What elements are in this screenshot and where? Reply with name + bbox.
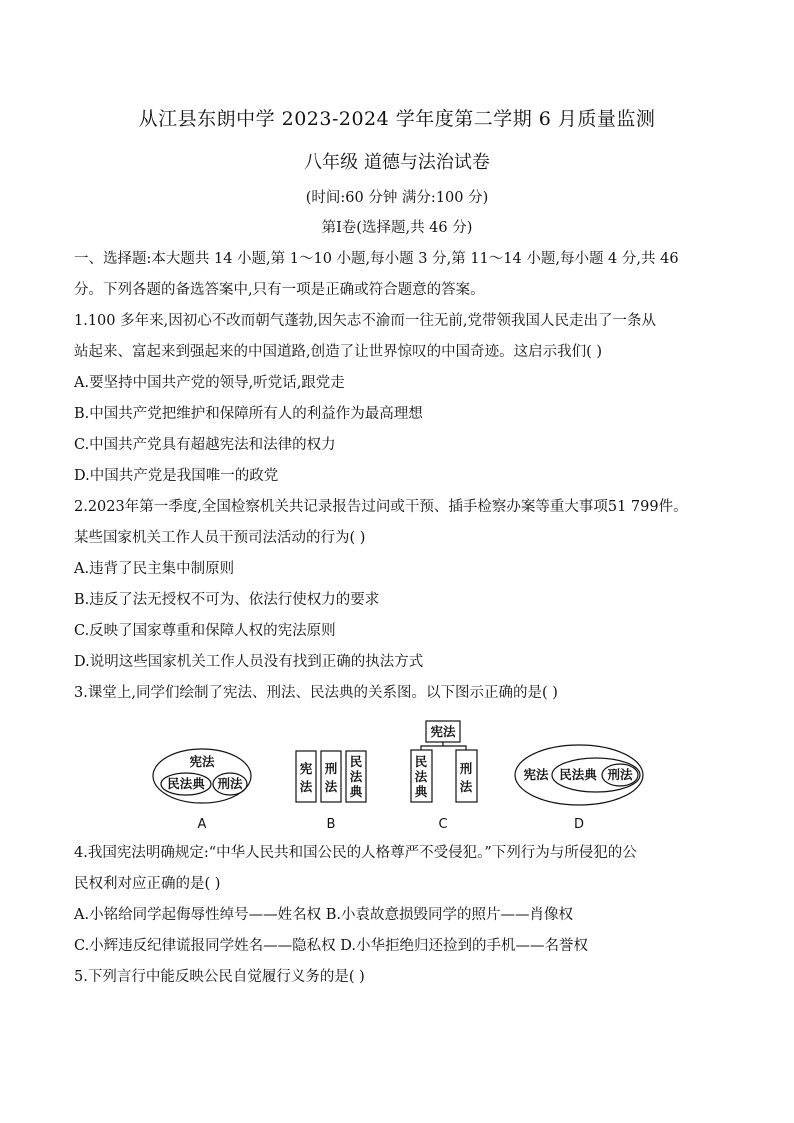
question-2-stem: 2.2023年第一季度,全国检察机关共记录报告过问或干预、插手检察办案等重大事项51 799件。: [74, 499, 688, 515]
section-heading: 第Ⅰ卷(选择题,共 46 分): [321, 220, 473, 236]
diagram-d-caption: D: [573, 817, 585, 832]
question-2-option-a: A.违背了民主集中制原则: [74, 561, 235, 577]
diagram-c-caption: C: [438, 817, 448, 832]
question-3-stem: 3.课堂上,同学们绘制了宪法、刑法、民法典的关系图。以下图示正确的是( ): [74, 685, 558, 701]
instructions-line: 分。下列各题的备选答案中,只有一项是正确或符合题意的答案。: [74, 282, 485, 298]
diagram-c-connector: [421, 742, 466, 750]
diagram-b-caption: B: [326, 817, 336, 832]
diagram-c-char: 法: [459, 779, 473, 794]
question-2-option-b: B.违反了法无授权不可为、依法行使权力的要求: [74, 592, 380, 608]
diagram-b-char: 法: [349, 769, 363, 784]
diagram-b-char: 民: [349, 754, 363, 769]
diagram-a-caption: A: [197, 817, 207, 832]
diagram-b-xingfa-box: [321, 751, 341, 802]
exam-subtitle: 八年级 道德与法治试卷: [304, 152, 490, 173]
diagram-b-char: 典: [349, 784, 363, 799]
diagram-c-char: 民: [414, 754, 428, 769]
diagram-b-char: 宪: [299, 761, 313, 776]
question-2-option-d: D.说明这些国家机关工作人员没有找到正确的执法方式: [74, 654, 424, 670]
question-1-stem: 1.100 多年来,因初心不改而朝气蓬勃,因矢志不渝而一往无前,党带领我国人民走出了一条从: [74, 313, 656, 329]
law-relation-diagrams: [140, 718, 650, 834]
exam-time-score: (时间:60 分钟 满分:100 分): [305, 190, 489, 206]
diagram-b-xianfa-box: [296, 751, 316, 802]
question-2-stem: 某些国家机关工作人员干预司法活动的行为( ): [74, 530, 366, 546]
diagram-c-xianfa-label: 宪法: [430, 724, 456, 739]
diagram-b-char: 法: [299, 779, 313, 794]
question-4-stem: 4.我国宪法明确规定:“中华人民共和国公民的人格尊严不受侵犯。”下列行为与所侵犯的公: [74, 845, 637, 861]
question-2-option-c: C.反映了国家尊重和保障人权的宪法原则: [74, 623, 336, 639]
question-1-option-d: D.中国共产党是我国唯一的政党: [74, 468, 279, 484]
diagram-a-xingfa-label: 刑法: [217, 776, 243, 791]
diagram-d-minfadian-label: 民法典: [559, 767, 597, 782]
question-1-option-b: B.中国共产党把维护和保障所有人的利益作为最高理想: [74, 406, 423, 422]
exam-title: 从江县东朗中学 2023-2024 学年度第二学期 6 月质量监测: [138, 108, 656, 130]
question-1-option-a: A.要坚持中国共产党的领导,听党话,跟党走: [74, 375, 345, 391]
diagram-d-xianfa-label: 宪法: [523, 767, 549, 782]
diagram-b-char: 法: [324, 779, 338, 794]
diagram-c-char: 刑: [459, 761, 473, 776]
question-block-1: [74, 244, 724, 709]
question-1-option-c: C.中国共产党具有超越宪法和法律的权力: [74, 437, 336, 453]
diagram-a-minfadian-label: 民法典: [167, 776, 205, 791]
instructions-line: 一、选择题:本大题共 14 小题,第 1～10 小题,每小题 3 分,第 11～14 小题,每小题 4 分,共 46: [74, 251, 679, 267]
diagram-d-xingfa-label: 刑法: [607, 767, 633, 782]
diagram-a-xianfa-label: 宪法: [189, 754, 215, 769]
question-4-options-cd: C.小辉违反纪律谎报同学姓名——隐私权 D.小华拒绝归还捡到的手机——名誉权: [74, 938, 589, 954]
diagram-c-char: 法: [414, 769, 428, 784]
question-1-stem: 站起来、富起来到强起来的中国道路,创造了让世界惊叹的中国奇迹。这启示我们( ): [74, 344, 603, 360]
question-block-2: [74, 838, 724, 993]
question-5-stem: 5.下列言行中能反映公民自觉履行义务的是( ): [74, 969, 365, 985]
diagram-c-xingfa-box: [456, 750, 477, 802]
question-4-stem: 民权利对应正确的是( ): [74, 876, 221, 892]
diagram-b-char: 刑: [324, 761, 338, 776]
question-4-options-ab: A.小铭给同学起侮辱性绰号——姓名权 B.小袁故意损毁同学的照片——肖像权: [74, 907, 573, 923]
diagram-c-char: 典: [414, 784, 428, 799]
